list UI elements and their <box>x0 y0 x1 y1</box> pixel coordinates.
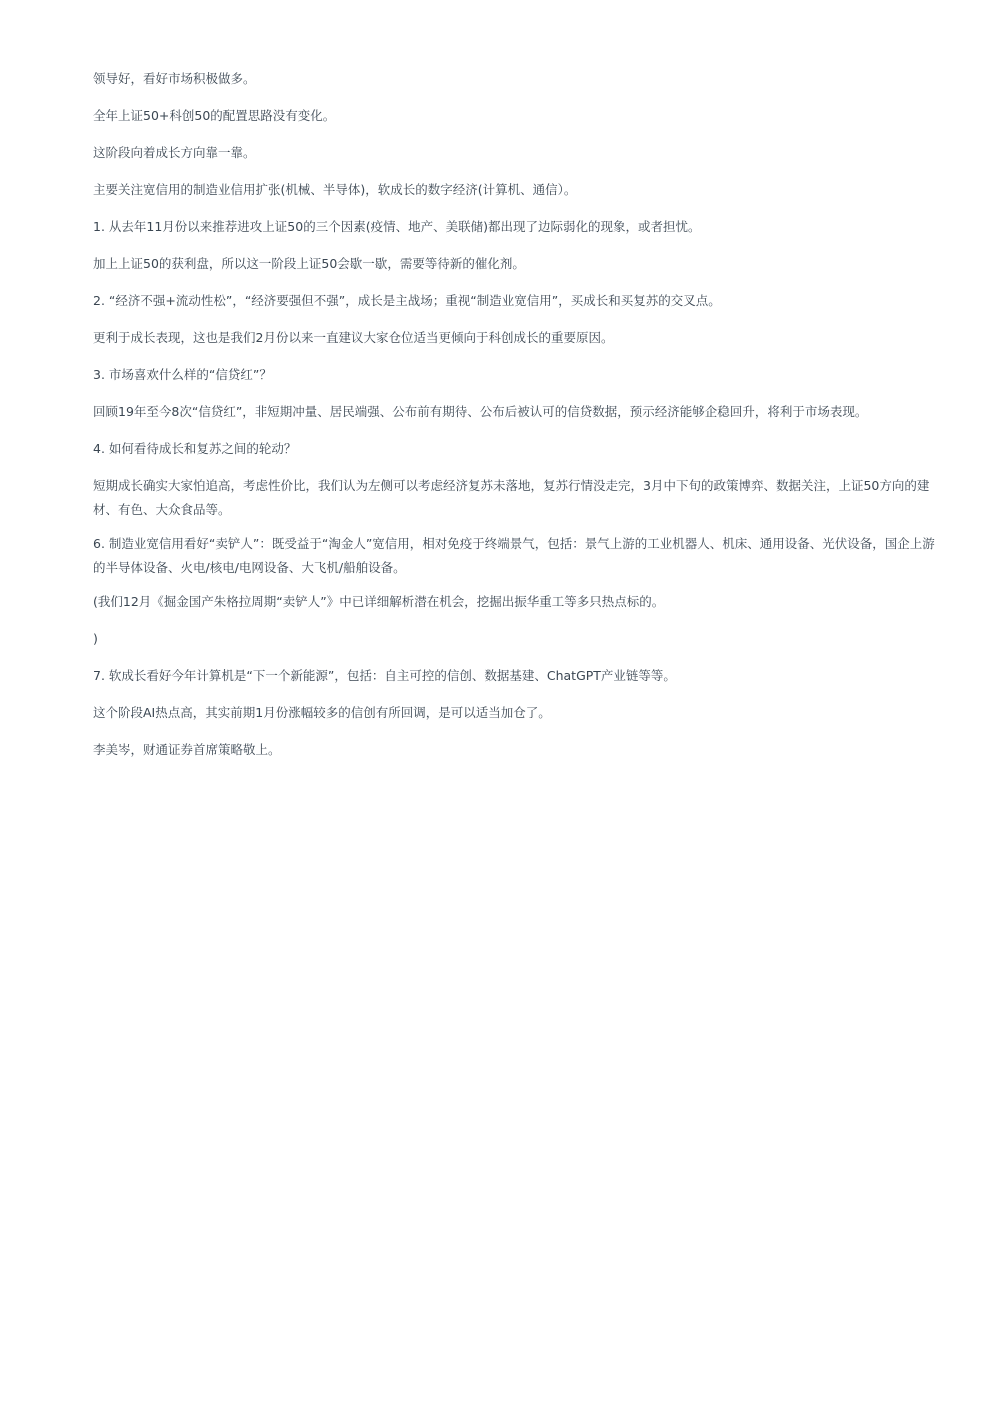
paragraph-point-1: 1. 从去年11月份以来推荐进攻上证50的三个因素(疫情、地产、美联储)都出现了边际弱化的现象，或者担忧。 <box>93 219 701 234</box>
paragraph: 短期成长确实大家怕追高，考虑性价比，我们认为左侧可以考虑经济复苏未落地，复苏行情没走完，3月中下旬的政策博弈、数据关注，上证50方向的建材、有色、大众食品等。 <box>93 478 930 517</box>
paragraph-point-2: 2. “经济不强+流动性松”，“经济要强但不强”，成长是主战场；重视“制造业宽信用”，买成长和买复苏的交叉点。 <box>93 293 721 308</box>
paragraph: 更利于成长表现，这也是我们2月份以来一直建议大家仓位适当更倾向于科创成长的重要原因。 <box>93 330 614 345</box>
paragraph-point-3: 3. 市场喜欢什么样的“信贷红”？ <box>93 367 272 382</box>
paragraph-note-close: ) <box>93 631 98 646</box>
paragraph: 这个阶段AI热点高，其实前期1月份涨幅较多的信创有所回调，是可以适当加仓了。 <box>93 705 551 720</box>
paragraph-point-6: 6. 制造业宽信用看好“卖铲人”：既受益于“淘金人”宽信用，相对免疫于终端景气，包括：景气上游的工业机器人、机床、通用设备、光伏设备，国企上游的半导体设备、火电/核电/电网设备、大飞机/船舶设备。 <box>93 536 935 575</box>
paragraph-greeting: 领导好，看好市场积极做多。 <box>93 71 256 86</box>
paragraph: 回顾19年至今8次“信贷红”，非短期冲量、居民端强、公布前有期待、公布后被认可的信贷数据，预示经济能够企稳回升，将利于市场表现。 <box>93 404 868 419</box>
article-body <box>93 67 943 775</box>
paragraph-note: (我们12月《掘金国产朱格拉周期“卖铲人”》中已详细解析潜在机会，挖掘出振华重工等多只热点标的。 <box>93 594 665 609</box>
paragraph: 全年上证50+科创50的配置思路没有变化。 <box>93 108 336 123</box>
signature: 李美岑，财通证券首席策略敬上。 <box>93 742 281 757</box>
paragraph: 这阶段向着成长方向靠一靠。 <box>93 145 256 160</box>
paragraph: 主要关注宽信用的制造业信用扩张(机械、半导体)，软成长的数字经济(计算机、通信）。 <box>93 182 577 197</box>
paragraph: 加上上证50的获利盘，所以这一阶段上证50会歇一歇，需要等待新的催化剂。 <box>93 256 525 271</box>
paragraph-point-7: 7. 软成长看好今年计算机是“下一个新能源”，包括：自主可控的信创、数据基建、ChatGPT产业链等等。 <box>93 668 676 683</box>
paragraph-point-4: 4. 如何看待成长和复苏之间的轮动？ <box>93 441 297 456</box>
